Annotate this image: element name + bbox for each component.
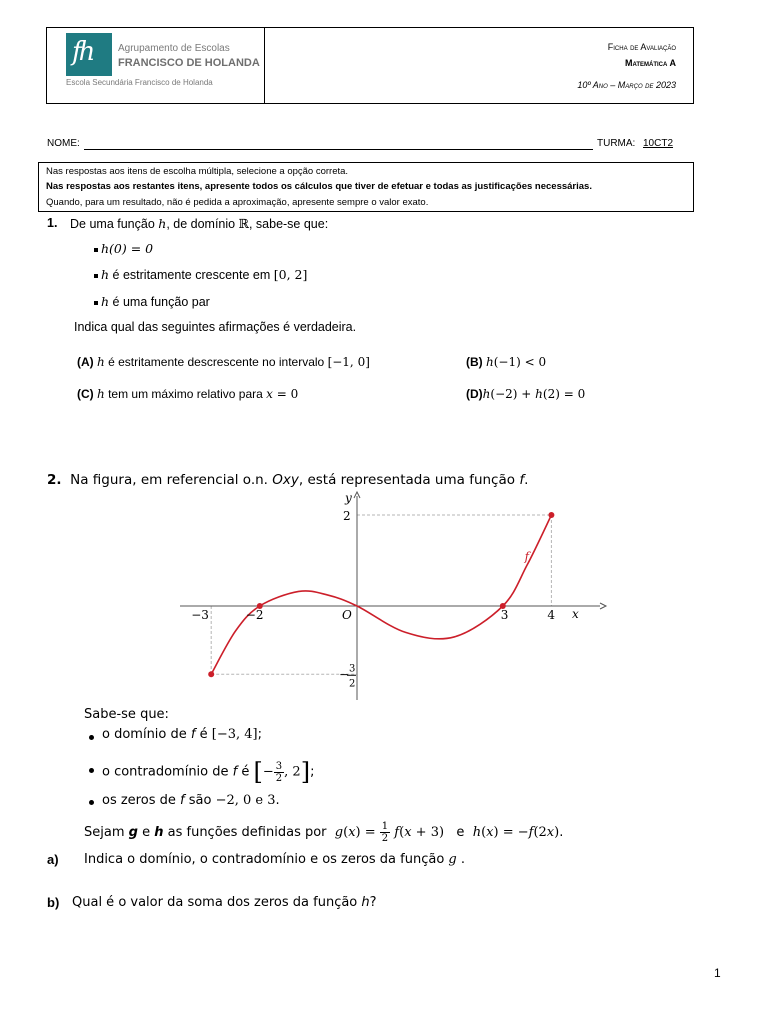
x-tick-label: 3 <box>500 608 509 622</box>
x-axis-arrow <box>600 603 606 609</box>
item-a-label: a) <box>47 852 59 867</box>
range-fact: o contradomínio de f é [− $\frac{3}{2}$ , 2]; <box>102 758 315 786</box>
instruction-line: Nas respostas aos restantes itens, apresente todos os cálculos que tiver de efetuar e todas as justificações necessárias. <box>46 181 592 192</box>
document-date: 10º Ano – Março de 2023 <box>577 80 676 90</box>
bullet-dot <box>89 735 94 740</box>
question-1-prompt: Indica qual das seguintes afirmações é verdadeira. <box>74 320 357 334</box>
option-a[interactable]: (A) h é estritamente descrescente no intervalo [−1, 0] <box>77 355 370 369</box>
option-d[interactable]: (D)h(−2) + h(2) = 0 <box>466 387 586 401</box>
school-group-name: Agrupamento de Escolas <box>118 43 230 54</box>
graph-points <box>208 512 554 677</box>
question-1-condition: h é uma função par <box>94 294 210 309</box>
question-1-condition: h(0) = 0 <box>94 241 153 256</box>
x-axis-label: x <box>572 607 579 621</box>
known-facts-intro: Sabe-se que: <box>84 707 169 722</box>
graph-point <box>208 671 214 677</box>
document-subject: Matemática A <box>624 58 676 68</box>
x-tick-label: −3 <box>191 608 209 622</box>
domain-fact: o domínio de f é [−3, 4]; <box>102 727 262 742</box>
class-value: 10CT2 <box>643 138 674 149</box>
page-number: 1 <box>714 966 721 980</box>
instruction-line: Quando, para um resultado, não é pedida a aproximação, apresente sempre o valor exato. <box>46 197 429 208</box>
option-b[interactable]: (B) h(−1) < 0 <box>466 355 547 369</box>
school-name: FRANCISCO DE HOLANDA <box>118 57 260 69</box>
zeros-fact: os zeros de f são −2, 0 e 3. <box>102 793 280 808</box>
y-axis-label: y <box>345 491 352 505</box>
question-1-condition: h é estritamente crescente em [0, 2] <box>94 267 307 282</box>
bullet-dot <box>89 800 94 805</box>
function-curve <box>211 515 551 674</box>
item-b-text: Qual é o valor da soma dos zeros da função h? <box>72 895 377 910</box>
y-tick-label: 2 <box>349 678 356 690</box>
graph-labels <box>191 491 579 689</box>
graph-axes <box>180 492 606 700</box>
x-tick-label: −2 <box>245 608 264 622</box>
school-logo: fh <box>66 33 112 76</box>
option-c[interactable]: (C) h tem um máximo relativo para x = 0 <box>77 387 299 401</box>
bullet-dot <box>89 768 94 773</box>
school-full-name: Escola Secundária Francisco de Holanda <box>66 78 213 87</box>
instruction-line: Nas respostas aos itens de escolha múltipla, selecione a opção correta. <box>46 166 349 177</box>
y-tick-label: 3 <box>349 663 356 675</box>
class-label: TURMA: <box>597 138 636 149</box>
question-2-statement: 2. Na figura, em referencial o.n. Oxy, está representada uma função f. <box>47 472 529 488</box>
x-tick-label: 4 <box>547 608 556 622</box>
name-label: NOME: <box>47 138 80 149</box>
y-tick-label: 2 <box>343 509 351 523</box>
name-field-line <box>84 149 593 150</box>
y-tick-label: − <box>339 667 350 682</box>
header-divider <box>264 27 265 104</box>
item-b-label: b) <box>47 895 60 910</box>
function-graph <box>150 488 610 708</box>
origin-label: O <box>342 608 352 622</box>
graph-guide-lines <box>211 515 551 674</box>
graph-point <box>548 512 554 518</box>
question-1-statement: De uma função h, de domínio ℝ, sabe-se que: <box>70 216 329 231</box>
document-title: Ficha de Avaliação <box>607 42 676 52</box>
function-label: f <box>524 549 530 564</box>
function-definitions: Sejam g e h as funções definidas por g(x) = $\frac{1}{2}$ f(x + 3) e h(x) = −f(2x). <box>84 821 564 844</box>
question-1-number: 1. <box>47 216 58 230</box>
item-a-text: Indica o domínio, o contradomínio e os zeros da função g . <box>84 852 466 867</box>
